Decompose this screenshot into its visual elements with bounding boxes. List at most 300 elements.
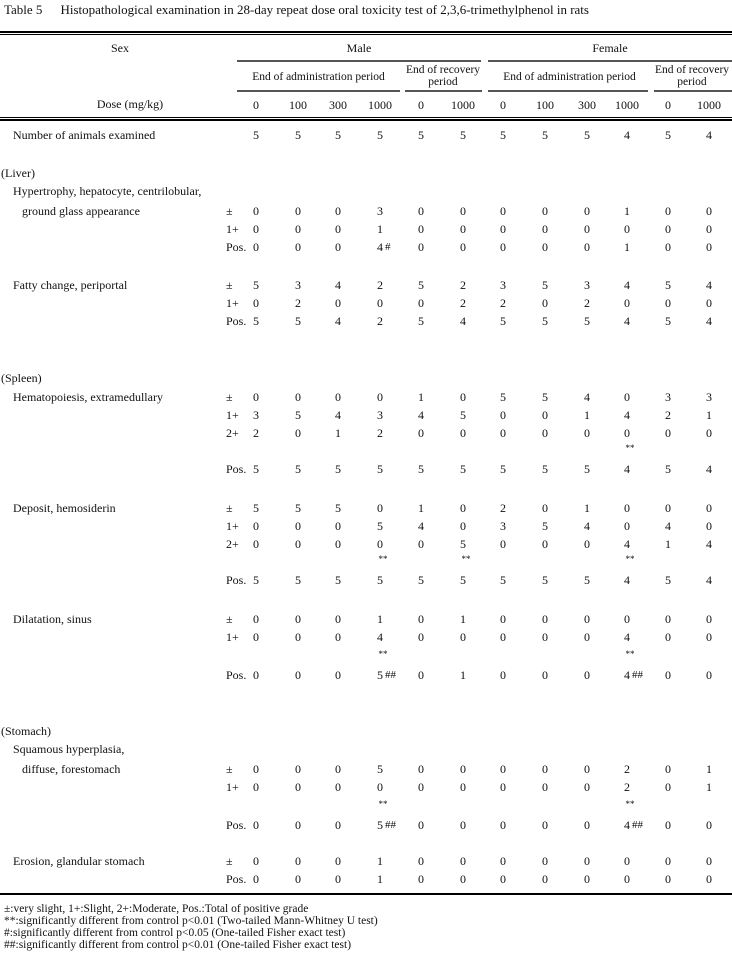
cell-value: 5 [542, 462, 548, 476]
grade-label: Pos. [226, 462, 247, 476]
cell-value: 0 [253, 780, 259, 794]
finding-label: Erosion, glandular stomach [13, 854, 145, 868]
cell-value: 4 [624, 408, 630, 422]
grade-count [612, 314, 642, 328]
cell-value: 0 [418, 668, 424, 682]
grade-count [572, 296, 602, 310]
grade-count [323, 278, 353, 292]
cell-value: 3 [665, 390, 671, 404]
cell-value: 0 [542, 408, 548, 422]
cell-value: 4 [584, 519, 590, 533]
grade-count [653, 573, 683, 587]
cell-value: 0 [253, 818, 259, 832]
grade-label: 1+ [226, 519, 239, 533]
cell-value: 0 [665, 204, 671, 218]
grade-count [283, 390, 313, 404]
cell-value: 1 [335, 426, 341, 440]
grade-count [612, 204, 642, 218]
animal-count [612, 128, 642, 142]
grade-count [488, 537, 518, 551]
dose-value [323, 98, 353, 112]
significance-stars: ** [378, 554, 388, 564]
cell-value: 0 [584, 204, 590, 218]
grade-count [694, 854, 724, 868]
cell-value: 0 [418, 204, 424, 218]
cell-value: 0 [706, 612, 712, 626]
grade-count [365, 426, 395, 440]
cell-value: 0 [295, 240, 301, 254]
dose-value [406, 98, 436, 112]
cell-value: 5 [418, 462, 424, 476]
cell-value: 5 [295, 501, 301, 515]
cell-value: 0 [706, 854, 712, 868]
grade-count [488, 854, 518, 868]
grade-count [283, 426, 313, 440]
grade-count [323, 573, 353, 587]
cell-value: 0 [335, 222, 341, 236]
grade-count [406, 462, 436, 476]
cell-value: 0 [460, 854, 466, 868]
grade-count [241, 240, 271, 254]
grade-count [612, 668, 642, 682]
cell-value: 5 [584, 573, 590, 587]
cell-value: 0 [500, 668, 506, 682]
grade-count [488, 426, 518, 440]
cell-value: 4 [706, 128, 712, 142]
cell-value: 0 [418, 854, 424, 868]
grade-count [365, 408, 395, 422]
grade-count [406, 668, 436, 682]
cell-value: 0 [295, 519, 301, 533]
grade-count [572, 537, 602, 551]
grade-label: Pos. [226, 573, 247, 587]
top-rule-thin [0, 34, 732, 35]
cell-value: 2 [460, 278, 466, 292]
significance-mark: ## [632, 819, 643, 831]
cell-value: 5 [665, 573, 671, 587]
grade-count [448, 537, 478, 551]
cell-value: 4 [706, 573, 712, 587]
cell-value: 0 [335, 818, 341, 832]
grade-count [241, 501, 271, 515]
significance-mark: ## [385, 819, 396, 831]
grade-count [406, 314, 436, 328]
footnote-mann-whitney: **:significantly different from control p<0.01 (Two-tailed Mann-Whitney U test) [4, 915, 378, 927]
cell-value: 2 [377, 278, 383, 292]
animal-count [653, 128, 683, 142]
cell-value: 5 [418, 128, 424, 142]
significance-stars: ** [378, 649, 388, 659]
grade-count [530, 854, 560, 868]
finding-label: Hematopoiesis, extramedullary [13, 390, 163, 404]
cell-value: 5 [460, 128, 466, 142]
animal-count [488, 128, 518, 142]
cell-value: 5 [377, 519, 383, 533]
cell-value: 0 [542, 612, 548, 626]
grade-count [365, 501, 395, 515]
grade-count [406, 408, 436, 422]
grade-count [488, 296, 518, 310]
cell-value: 0 [500, 537, 506, 551]
grade-count [488, 314, 518, 328]
cell-value: 0 [295, 222, 301, 236]
grade-count [653, 408, 683, 422]
grade-count [283, 408, 313, 422]
dose-value [694, 98, 724, 112]
grade-count [448, 314, 478, 328]
female-admin-rule [488, 90, 648, 92]
cell-value: 0 [665, 668, 671, 682]
cell-value: 0 [500, 818, 506, 832]
cell-value: 5 [295, 408, 301, 422]
grade-count [406, 501, 436, 515]
cell-value: 0 [706, 204, 712, 218]
cell-value: 0 [500, 98, 506, 112]
grade-count [612, 462, 642, 476]
cell-value: 0 [624, 501, 630, 515]
cell-value: 1 [706, 762, 712, 776]
grade-label: ± [226, 204, 233, 218]
grade-count [612, 818, 642, 832]
grade-count [488, 462, 518, 476]
cell-value: 0 [584, 222, 590, 236]
grade-count [283, 222, 313, 236]
cell-value: 0 [253, 296, 259, 310]
grade-label: Pos. [226, 818, 247, 832]
dose-value [572, 98, 602, 112]
grade-count [448, 668, 478, 682]
cell-value: 4 [624, 462, 630, 476]
grade-count [572, 630, 602, 644]
finding-label: Fatty change, periportal [13, 278, 128, 292]
cell-value: 5 [377, 573, 383, 587]
cell-value: 4 [624, 668, 630, 682]
cell-value: 5 [665, 462, 671, 476]
grade-count [406, 519, 436, 533]
grade-count [694, 222, 724, 236]
grade-count [572, 612, 602, 626]
cell-value: 5 [418, 314, 424, 328]
grade-count [365, 780, 395, 794]
cell-value: 0 [253, 854, 259, 868]
cell-value: 1 [584, 408, 590, 422]
cell-value: 0 [706, 668, 712, 682]
cell-value: 0 [460, 872, 466, 886]
grade-count [572, 762, 602, 776]
grade-count [488, 780, 518, 794]
grade-count [612, 762, 642, 776]
cell-value: 0 [295, 390, 301, 404]
grade-count [653, 501, 683, 515]
cell-value: 1 [377, 222, 383, 236]
grade-count [572, 573, 602, 587]
grade-count [694, 668, 724, 682]
grade-count [653, 204, 683, 218]
grade-label: ± [226, 762, 233, 776]
cell-value: 0 [295, 854, 301, 868]
grade-count [530, 390, 560, 404]
cell-value: 5 [665, 128, 671, 142]
grade-count [530, 278, 560, 292]
grade-count [488, 408, 518, 422]
grade-count [530, 668, 560, 682]
grade-count [530, 296, 560, 310]
grade-count [323, 780, 353, 794]
cell-value: 4 [706, 278, 712, 292]
grade-count [241, 390, 271, 404]
grade-count [241, 537, 271, 551]
grade-count [283, 501, 313, 515]
grade-label: Pos. [226, 872, 247, 886]
grade-count [572, 278, 602, 292]
cell-value: 5 [500, 462, 506, 476]
cell-value: 0 [500, 222, 506, 236]
cell-value: 0 [460, 818, 466, 832]
grade-count [572, 390, 602, 404]
cell-value: 0 [542, 222, 548, 236]
grade-count [406, 537, 436, 551]
table-number: Table 5 [4, 2, 43, 17]
cell-value: 5 [335, 462, 341, 476]
grade-count [694, 426, 724, 440]
cell-value: 0 [418, 780, 424, 794]
cell-value: 0 [377, 537, 383, 551]
grade-count [694, 204, 724, 218]
cell-value: 0 [253, 240, 259, 254]
grade-count [406, 296, 436, 310]
top-rule [0, 31, 732, 33]
cell-value: 0 [295, 668, 301, 682]
cell-value: 0 [584, 780, 590, 794]
grade-label: 1+ [226, 780, 239, 794]
grade-count [283, 668, 313, 682]
grade-count [612, 408, 642, 422]
cell-value: 5 [500, 390, 506, 404]
cell-value: 0 [584, 630, 590, 644]
finding-label: Dilatation, sinus [13, 612, 92, 626]
cell-value: 4 [377, 240, 383, 254]
cell-value: 5 [335, 128, 341, 142]
grade-count [488, 668, 518, 682]
grade-count [572, 408, 602, 422]
cell-value: 0 [624, 222, 630, 236]
cell-value: 5 [500, 314, 506, 328]
cell-value: 300 [329, 98, 347, 112]
grade-count [448, 501, 478, 515]
female-admin-period: End of administration period [503, 71, 636, 83]
cell-value: 2 [665, 408, 671, 422]
significance-stars: ** [461, 554, 471, 564]
grade-count [653, 426, 683, 440]
grade-count [572, 240, 602, 254]
cell-value: 0 [253, 612, 259, 626]
grade-count [323, 612, 353, 626]
cell-value: 4 [624, 128, 630, 142]
cell-value: 0 [418, 98, 424, 112]
cell-value: 0 [542, 501, 548, 515]
grade-count [530, 818, 560, 832]
grade-label: 1+ [226, 296, 239, 310]
cell-value: 2 [295, 296, 301, 310]
cell-value: 0 [418, 818, 424, 832]
grade-count [530, 314, 560, 328]
cell-value: 0 [665, 854, 671, 868]
grade-count [365, 612, 395, 626]
grade-count [448, 573, 478, 587]
grade-count [694, 314, 724, 328]
grade-count [572, 780, 602, 794]
cell-value: 100 [536, 98, 554, 112]
grade-count [323, 872, 353, 886]
cell-value: 0 [460, 426, 466, 440]
grade-count [612, 573, 642, 587]
grade-count [448, 854, 478, 868]
cell-value: 0 [706, 630, 712, 644]
grade-count [694, 630, 724, 644]
cell-value: 1 [584, 501, 590, 515]
grade-count [694, 818, 724, 832]
cell-value: 5 [377, 818, 383, 832]
cell-value: 5 [295, 462, 301, 476]
cell-value: 0 [253, 668, 259, 682]
cell-value: 0 [584, 612, 590, 626]
grade-count [448, 296, 478, 310]
grade-count [323, 240, 353, 254]
cell-value: 0 [418, 630, 424, 644]
grade-count [241, 408, 271, 422]
grade-count [572, 818, 602, 832]
cell-value: 5 [665, 278, 671, 292]
cell-value: 0 [665, 426, 671, 440]
grade-count [241, 314, 271, 328]
grade-count [694, 278, 724, 292]
cell-value: 0 [500, 240, 506, 254]
grade-count [448, 240, 478, 254]
cell-value: 5 [418, 573, 424, 587]
significance-stars: ** [625, 443, 635, 453]
grade-count [365, 204, 395, 218]
grade-count [365, 222, 395, 236]
grade-count [241, 818, 271, 832]
grade-label: 2+ [226, 537, 239, 551]
organ-heading: (Liver) [1, 166, 35, 180]
cell-value: 0 [295, 426, 301, 440]
grade-count [283, 818, 313, 832]
grade-count [653, 872, 683, 886]
grade-count [406, 426, 436, 440]
grade-count [612, 426, 642, 440]
cell-value: 5 [460, 537, 466, 551]
cell-value: 4 [665, 519, 671, 533]
cell-value: 0 [335, 872, 341, 886]
grade-count [694, 501, 724, 515]
grade-count [488, 818, 518, 832]
dose-label: Dose (mg/kg) [96, 97, 164, 111]
animal-count [448, 128, 478, 142]
grade-count [448, 278, 478, 292]
cell-value: 1000 [697, 98, 721, 112]
grade-count [241, 612, 271, 626]
cell-value: 0 [460, 630, 466, 644]
grade-count [694, 296, 724, 310]
grade-count [365, 818, 395, 832]
cell-value: 0 [665, 612, 671, 626]
grade-count [323, 204, 353, 218]
cell-value: 0 [418, 872, 424, 886]
cell-value: 2 [377, 426, 383, 440]
cell-value: 0 [418, 537, 424, 551]
grade-count [241, 762, 271, 776]
grade-count [323, 314, 353, 328]
grade-count [530, 762, 560, 776]
grade-count [612, 612, 642, 626]
cell-value: 5 [542, 573, 548, 587]
cell-value: 0 [295, 630, 301, 644]
organ-heading: (Stomach) [1, 724, 51, 738]
cell-value: 5 [542, 314, 548, 328]
grade-count [653, 314, 683, 328]
dose-value [448, 98, 478, 112]
male-rule [237, 60, 481, 62]
cell-value: 4 [584, 390, 590, 404]
grade-count [653, 780, 683, 794]
grade-label: ± [226, 278, 233, 292]
grade-count [241, 204, 271, 218]
cell-value: 0 [542, 762, 548, 776]
grade-count [241, 872, 271, 886]
grade-count [283, 296, 313, 310]
cell-value: 0 [542, 426, 548, 440]
grade-count [365, 314, 395, 328]
cell-value: 1 [460, 612, 466, 626]
finding-label: Hypertrophy, hepatocyte, centrilobular, [13, 184, 202, 198]
cell-value: 1 [418, 390, 424, 404]
grade-count [653, 537, 683, 551]
cell-value: 0 [418, 296, 424, 310]
grade-count [283, 573, 313, 587]
cell-value: 5 [335, 573, 341, 587]
cell-value: 2 [624, 762, 630, 776]
cell-value: 5 [295, 573, 301, 587]
cell-value: 0 [500, 630, 506, 644]
footnote-grades: ±:very slight, 1+:Slight, 2+:Moderate, Pos.:Total of positive grade [4, 903, 309, 915]
cell-value: 0 [624, 296, 630, 310]
grade-count [241, 519, 271, 533]
grade-count [612, 390, 642, 404]
cell-value: 4 [418, 408, 424, 422]
cell-value: 0 [665, 780, 671, 794]
grade-count [653, 818, 683, 832]
grade-count [530, 408, 560, 422]
cell-value: 0 [706, 519, 712, 533]
grade-label: 1+ [226, 630, 239, 644]
grade-count [448, 408, 478, 422]
cell-value: 0 [500, 612, 506, 626]
cell-value: 0 [335, 762, 341, 776]
grade-count [694, 390, 724, 404]
cell-value: 4 [335, 314, 341, 328]
grade-count [365, 573, 395, 587]
grade-count [241, 462, 271, 476]
cell-value: 5 [295, 314, 301, 328]
cell-value: 0 [335, 519, 341, 533]
grade-count [488, 630, 518, 644]
grade-count [283, 519, 313, 533]
cell-value: 4 [335, 278, 341, 292]
cell-value: 0 [624, 872, 630, 886]
grade-count [530, 872, 560, 886]
grade-count [488, 204, 518, 218]
